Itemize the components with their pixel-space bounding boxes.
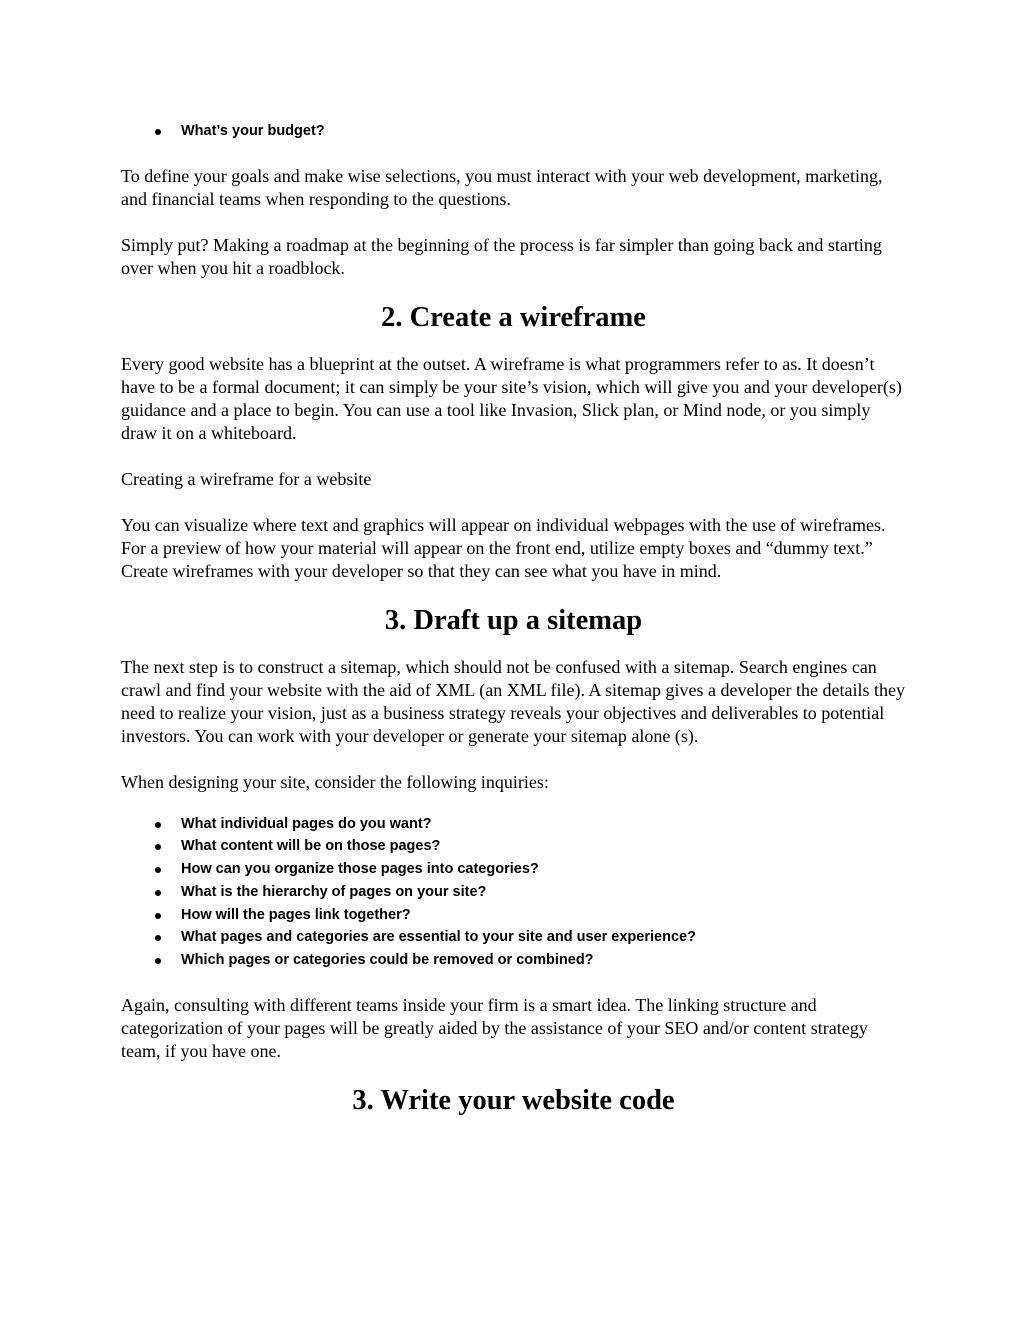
heading-create-wireframe: 2. Create a wireframe [381,301,646,333]
list-item: Which pages or categories could be removed or combined? [121,949,906,972]
list-item: What is the hierarchy of pages on your site? [121,881,906,904]
heading-draft-sitemap: 3. Draft up a sitemap [384,604,643,636]
paragraph-visualize: You can visualize where text and graphics will appear on individual webpages with the use of wireframes. For a preview of how your material will appear on the front end, utilize empty boxes and “dummy text.” Create wireframes with your developer so that they can see what you have in mind. [121,514,886,581]
list-item: What pages and categories are essential to your site and user experience? [121,926,906,949]
paragraph-consulting: Again, consulting with different teams inside your firm is a smart idea. The linking structure and categorization of your pages will be greatly aided by the assistance of your SEO and/or content strategy team, if you have one. [121,994,868,1061]
list-item: What content will be on those pages? [121,835,906,858]
document-page [121,0,906,1118]
paragraph-inquiries-intro: When designing your site, consider the following inquiries: [121,771,549,792]
list-item: What’s your budget? [121,120,906,143]
sitemap-question-list [121,813,906,972]
list-item: How can you organize those pages into categories? [121,858,906,881]
paragraph-roadmap: Simply put? Making a roadmap at the beginning of the process is far simpler than going back and starting over when you hit a roadblock. [121,234,882,278]
paragraph-creating-wireframe: Creating a wireframe for a website [121,468,372,489]
heading-write-code: 3. Write your website code [352,1084,675,1116]
paragraph-define-goals: To define your goals and make wise selections, you must interact with your web development, marketing, and financial teams when responding to the questions. [121,165,883,209]
list-item: What individual pages do you want? [121,813,906,836]
paragraph-sitemap: The next step is to construct a sitemap, which should not be confused with a sitemap. Search engines can crawl and find your website with the aid of XML (an XML file). A sitemap gives a developer the details they need to realize your vision, just as a business strategy reveals your objectives and deliverables to potential investors. You can work with your developer or generate your sitemap alone (s). [121,656,905,746]
list-item: How will the pages link together? [121,904,906,927]
paragraph-blueprint: Every good website has a blueprint at the outset. A wireframe is what programmers refer to as. It doesn’t have to be a formal document; it can simply be your site’s vision, which will give you and your developer(s) guidance and a place to begin. You can use a tool like Invasion, Slick plan, or Mind node, or you simply draw it on a whiteboard. [121,353,902,443]
budget-question-list [121,120,906,143]
